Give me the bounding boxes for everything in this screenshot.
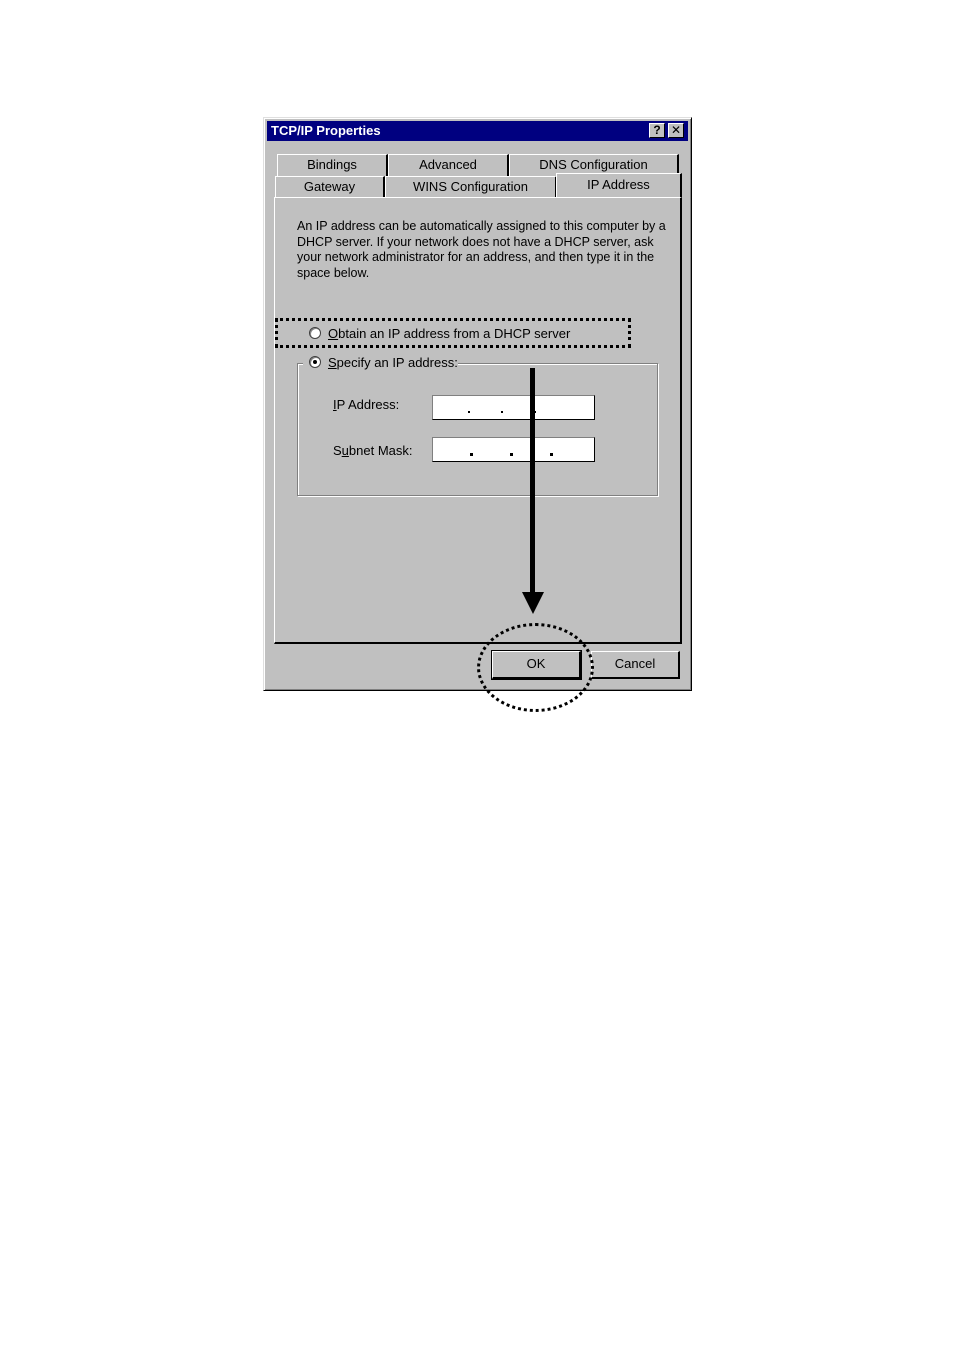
- arrow-shaft: [530, 368, 535, 594]
- cancel-button[interactable]: Cancel: [591, 651, 680, 679]
- tab-bindings[interactable]: Bindings: [277, 154, 388, 176]
- ip-address-label: IP Address:: [333, 397, 400, 412]
- ok-button[interactable]: OK: [492, 651, 581, 679]
- dialog-title: TCP/IP Properties: [271, 123, 381, 138]
- ip-separator-dot: [470, 453, 473, 456]
- ip-address-input[interactable]: [432, 395, 595, 420]
- tab-ip-address[interactable]: IP Address: [556, 173, 682, 197]
- close-icon[interactable]: ✕: [668, 123, 684, 138]
- specify-ip-radio[interactable]: [309, 356, 321, 368]
- ok-button-highlight: [477, 623, 594, 712]
- ip-separator-dot: [501, 411, 503, 413]
- ip-separator-dot: [510, 453, 513, 456]
- ip-description: An IP address can be automatically assigned to this computer by a DHCP server. If your network does not have a DHCP server, ask your network administrator for an address, and then type it in the space below.: [297, 219, 666, 280]
- specify-ip-label[interactable]: Specify an IP address:: [328, 355, 458, 370]
- tab-wins-configuration[interactable]: WINS Configuration: [385, 176, 557, 198]
- tab-gateway[interactable]: Gateway: [275, 176, 385, 198]
- title-bar[interactable]: [267, 121, 688, 141]
- tab-advanced[interactable]: Advanced: [388, 154, 509, 176]
- ip-separator-dot: [550, 453, 553, 456]
- subnet-mask-label: Subnet Mask:: [333, 443, 413, 458]
- arrow-down-icon: [522, 592, 544, 614]
- help-icon[interactable]: ?: [649, 123, 665, 138]
- dhcp-option-highlight: [275, 318, 631, 348]
- ip-separator-dot: [468, 411, 470, 413]
- specify-ip-groupbox: [297, 363, 658, 496]
- obtain-ip-label[interactable]: Obtain an IP address from a DHCP server: [328, 326, 571, 341]
- radio-selected-dot: [313, 360, 317, 364]
- tab-dns-configuration[interactable]: DNS Configuration: [509, 154, 679, 176]
- subnet-mask-input[interactable]: [432, 437, 595, 462]
